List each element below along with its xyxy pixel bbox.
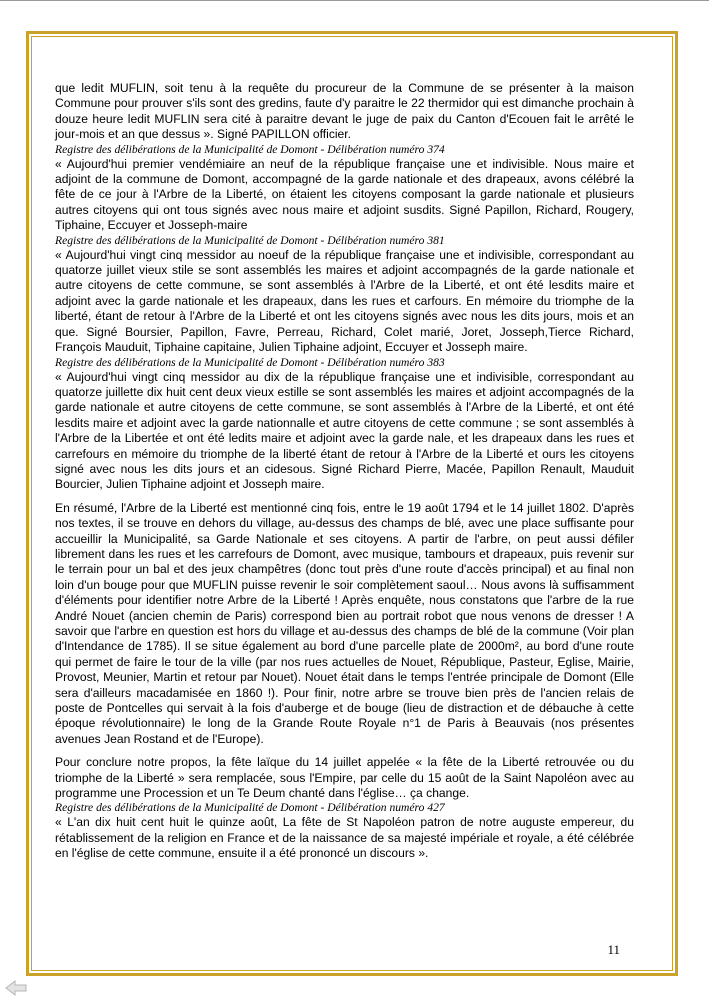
paragraph-summary: En résumé, l'Arbre de la Liberté est mentionné cinq fois, entre le 19 août 1794 et le 14 juillet 1802. D'après nos textes, il se trouve en dehors du village, au-dessus des champs de blé, avec une place suffisante pour accueillir la Municipalité, sa Garde Nationale et ses citoyens. A partir de l'arbre, on peut aussi défiler librement dans les rues et les carrefours de Domont, avec musique, tambours et drapeaux, puis revenir sur le terrain pour un bal et des jeux champêtres (donc tout près d'une route d'accès principal) et au final non loin d'un bouge pour que MUFLIN puisse revenir le soir complètement saoul… Nous avons là suffisamment d'éléments pour identifier notre Arbre de la Liberté ! Après enquête, nous constatons que l'arbre de la rue André Nouet (ancien chemin de Paris) correspond bien au portrait robot que nous venons de dresser ! A savoir que l'arbre en question est hors du village et au-dessus des champs de blé de la commune (Voir plan d'Intendance de 1785). Il se situe également au bord d'une parcelle plate de 2000m², au bord d'une route qui permet de faire le tour de la ville (par nos rues actuelles de Nouet, République, Pasteur, Eglise, Mairie, Provost, Meunier, Martin et retour par Nouet). Nouet était dans le temps l'entrée principale de Domont (Elle sera d'ailleurs macadamisée en 1860 !). Pour finir, notre arbre se trouve bien près de l'ancien relais de poste de Pontcelles qui servait à la fois d'auberge et de bouge (lieu de distraction et de débauche à cette époque révolutionnaire) le long de la Grande Route Royale n°1 de Paris à Beauvais (nos présentes avenues Jean Rostand et de l'Europe). (55, 500, 634, 746)
heading-deliberation-427: Registre des délibérations de la Municipalité de Domont - Délibération numéro 427 (55, 801, 445, 815)
paragraph-muflin: que ledit MUFLIN, soit tenu à la requête du procureur de la Commune de se présenter à la maison Commune pour prouver s'ils sont des gredins, faute d'y paraitre le 22 thermidor qui est dimanche prochain à douze heure ledit MUFLIN sera cité à paraitre devant le juge de paix du Canton d'Ecouen fait le arrêté le jour-mois et an que dessus ». Signé PAPILLON officier. (55, 81, 634, 142)
page-frame (26, 31, 678, 976)
paragraph-conclusion: Pour conclure notre propos, la fête laïque du 14 juillet appelée « la fête de la Liberté retrouvée ou du triomphe de la Liberté » sera remplacée, sous l'Empire, par celle du 15 août de la Saint Napoléon avec au programme une Procession et un Te Deum chanté dans l'église… ça change. (55, 755, 634, 801)
paragraph-deliberation-381: « Aujourd'hui vingt cinq messidor au noeuf de la république française une et indivisible, correspondant au quatorze juillet vieux stile se sont assemblés les maires et adjoint accompagnés de la garde nationale et autre citoyens de cette commune, se sont assemblés à l'Arbre de la Liberté, et ont été lesdits maire et adjoint avec la garde nationale et les drapeaux, dans les rues et carfours. En mémoire du triomphe de la liberté, étant de retour à l'Arbre de la Liberté et ont les citoyens signés avec nous les dits jours, mois et an que. Signé Boursier, Papillon, Favre, Perreau, Richard, Colet marié, Joret, Josseph,Tierce Richard, François Mauduit, Tiphaine capitaine, Julien Tiphaine adjoint, Eccuyer et Josseph maire. (55, 247, 634, 355)
page-content (55, 81, 634, 862)
page-number: 11 (607, 942, 620, 957)
page-frame-inner (31, 36, 673, 971)
heading-deliberation-383: Registre des délibérations de la Municipalité de Domont - Délibération numéro 383 (55, 355, 445, 369)
heading-deliberation-374: Registre des délibérations de la Municipalité de Domont - Délibération numéro 374 (55, 142, 445, 156)
arrow-left-icon[interactable] (4, 978, 28, 998)
window-top-border (0, 0, 709, 1)
paragraph-deliberation-427: « L'an dix huit cent huit le quinze août, La fête de St Napoléon patron de notre auguste empereur, du rétablissement de la religion en France et de la naissance de sa majesté impériale et royale, a été célébrée en l'église de cette commune, ensuite il a été prononcé un discours ». (55, 815, 634, 861)
heading-deliberation-381: Registre des délibérations de la Municipalité de Domont - Délibération numéro 381 (55, 233, 445, 247)
paragraph-deliberation-374: « Aujourd'hui premier vendémiaire an neuf de la république française une et indivisible. Nous maire et adjoint de la commune de Domont, accompagné de la garde nationale et des drapeaux, avons célébré la fête de ce jour à l'Arbre de la Liberté, on étaient les citoyens composant la garde nationale et plusieurs autres citoyens qui ont tous signés avec nous maire et adjoint susdits. Signé Papillon, Richard, Rougery, Tiphaine, Eccuyer et Josseph-maire (55, 156, 634, 233)
paragraph-deliberation-383: « Aujourd'hui vingt cinq messidor au dix de la république française une et indivisible, correspondant au quatorze juillette dix huit cent deux vieux estille se sont assemblés les maires et adjoint accompagnés de la garde nationale et autre citoyens de cette commune, se sont assemblés à l'Arbre de la Liberté, et ont été lesdits maire et adjoint avec la garde nationnalle et autre citoyens de cette commune ; se sont assemblés à l'Arbre de la Libertée et ont été ledits maire et adjoint avec la garde nale, et les drapeaux dans les rues et carrefours en mémoire du triomphe de la liberté étant de retour à l'Arbre de la Liberté et ours les citoyens signé avec nous les dits jours et an cidesous. Signé Richard Pierre, Macée, Papillon Renault, Mauduit Bourcier, Julien Tiphaine adjoint et Josseph maire. (55, 369, 634, 492)
